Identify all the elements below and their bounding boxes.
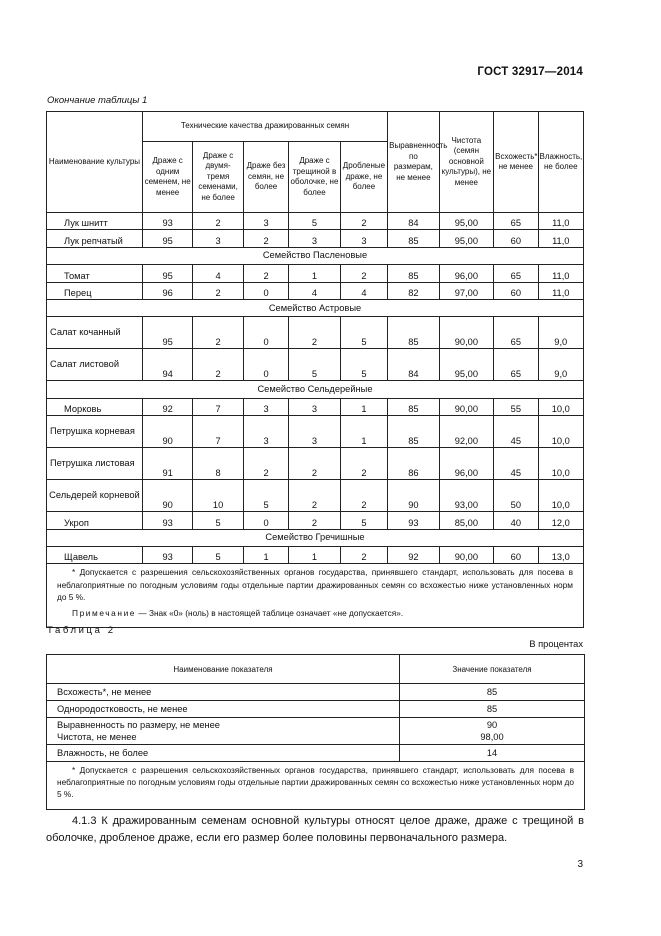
table-row	[47, 718, 585, 745]
document-standard-number: ГОСТ 32917—2014	[477, 66, 583, 78]
table-row	[47, 416, 584, 448]
table-row	[47, 230, 584, 247]
table2-footnote: * Допускается с разрешения сельскохозяйственных органов государства, принявшего стандарт, использовать для посева в неблагоприятные по погодным условиям годы отдельные партии дражированных семян со всхожестью ниже установленных норм до 5 %.	[57, 765, 574, 800]
indicator-value	[400, 718, 585, 745]
table-row	[47, 282, 584, 299]
table-cell: 2	[243, 448, 288, 480]
table-cell: 95	[142, 230, 192, 247]
col-header-group: Технические качества дражированных семян	[142, 112, 387, 142]
indicator-name-line1: Выравненность по размеру, не менее	[57, 720, 220, 730]
crop-name: Сельдерей корневой	[47, 480, 143, 512]
table-cell: 92	[388, 546, 439, 563]
table-cell: 93	[142, 512, 192, 529]
table-cell: 10,0	[538, 448, 583, 480]
table-cell: 2	[193, 282, 243, 299]
table2-caption: Таблица 2	[47, 625, 116, 636]
table2-units: В процентах	[529, 639, 583, 649]
table2	[46, 654, 585, 810]
table-cell: 0	[243, 512, 288, 529]
indicator-value: 85	[400, 684, 585, 701]
table-row	[47, 512, 584, 529]
table-cell: 94	[142, 349, 192, 381]
table-cell: 90	[142, 480, 192, 512]
paragraph-4-1-3: 4.1.3 К дражированным семенам основной культуры относят целое драже, драже с трещиной в оболочке, дробленое драже, если его размер более половины первоначального размера.	[46, 815, 584, 844]
family-label: Семейство Пасленовые	[47, 247, 584, 264]
table-cell: 1	[340, 416, 387, 448]
col-header-purity: Чистота (семян основной культуры), не менее	[439, 112, 494, 213]
crop-name: Укроп	[47, 512, 143, 529]
table-cell: 97,00	[439, 282, 494, 299]
family-row	[47, 529, 584, 546]
table-cell: 85	[388, 416, 439, 448]
table-row	[47, 480, 584, 512]
table-cell: 1	[289, 546, 340, 563]
table-cell: 65	[494, 349, 538, 381]
table-cell: 45	[494, 448, 538, 480]
table-cell: 3	[289, 416, 340, 448]
table-cell: 65	[494, 265, 538, 282]
table-cell: 95	[142, 265, 192, 282]
table-cell: 90,00	[439, 317, 494, 349]
table-cell: 96,00	[439, 265, 494, 282]
col-header-uniformity: Выравненность по размерам, не менее	[388, 112, 439, 213]
table-cell: 95	[142, 317, 192, 349]
indicator-name-line2: Чистота, не менее	[57, 732, 137, 742]
table-cell: 5	[340, 349, 387, 381]
family-label: Семейство Гречишные	[47, 529, 584, 546]
indicator-name: Однородостковость, не менее	[47, 701, 400, 718]
table-cell: 2	[289, 317, 340, 349]
table-cell: 4	[340, 282, 387, 299]
table-cell: 2	[193, 317, 243, 349]
table-cell: 10,0	[538, 416, 583, 448]
table-cell: 2	[340, 213, 387, 230]
col-header-cracked: Драже с трещиной в оболочке, не более	[289, 142, 340, 213]
table2-notes	[47, 762, 585, 810]
table1-footnote: * Допускается с разрешения сельскохозяйственных органов государства, принявшего стандарт, использовать для посева в неблагоприятные по погодным условиям годы отдельные партии дражированных семян со всхожестью ниже установленных норм до 5 %.	[57, 567, 573, 602]
table-cell: 40	[494, 512, 538, 529]
table-cell: 3	[340, 230, 387, 247]
table-cell: 85,00	[439, 512, 494, 529]
table1-notes	[47, 564, 584, 628]
crop-name: Лук шнитт	[47, 213, 143, 230]
table-cell: 9,0	[538, 317, 583, 349]
crop-name: Перец	[47, 282, 143, 299]
table-cell: 0	[243, 349, 288, 381]
table-cell: 85	[388, 230, 439, 247]
table-row	[47, 349, 584, 381]
table-cell: 2	[340, 265, 387, 282]
table-cell: 95,00	[439, 349, 494, 381]
table-cell: 90	[142, 416, 192, 448]
table-cell: 5	[193, 546, 243, 563]
table-cell: 3	[243, 213, 288, 230]
table-cell: 65	[494, 213, 538, 230]
table-cell: 5	[289, 349, 340, 381]
table-cell: 55	[494, 398, 538, 415]
table-cell: 93	[142, 546, 192, 563]
table-cell: 2	[289, 512, 340, 529]
table-cell: 2	[243, 265, 288, 282]
table-cell: 8	[193, 448, 243, 480]
table-cell: 5	[243, 480, 288, 512]
table-cell: 12,0	[538, 512, 583, 529]
table-cell: 0	[243, 317, 288, 349]
table-cell: 60	[494, 282, 538, 299]
t2-col-header-name: Наименование показателя	[47, 655, 400, 684]
table-cell: 2	[193, 213, 243, 230]
col-header-moisture: Влажность, не более	[538, 112, 583, 213]
table-cell: 3	[243, 416, 288, 448]
crop-name: Лук репчатый	[47, 230, 143, 247]
table-cell: 3	[243, 398, 288, 415]
table-cell: 93,00	[439, 480, 494, 512]
family-label: Семейство Астровые	[47, 299, 584, 316]
table-cell: 85	[388, 317, 439, 349]
col-header-one-seed: Драже с одним семенем, не менее	[142, 142, 192, 213]
crop-name: Морковь	[47, 398, 143, 415]
table-cell: 11,0	[538, 282, 583, 299]
indicator-value-line2: 98,00	[480, 732, 504, 742]
table-cell: 50	[494, 480, 538, 512]
col-header-germination: Всхожесть*, не менее	[494, 112, 538, 213]
table-cell: 7	[193, 416, 243, 448]
col-header-crushed: Дробленые драже, не более	[340, 142, 387, 213]
table-row	[47, 684, 585, 701]
table-cell: 5	[193, 512, 243, 529]
table-cell: 0	[243, 282, 288, 299]
table-cell: 2	[289, 480, 340, 512]
table-cell: 60	[494, 230, 538, 247]
table-cell: 85	[388, 265, 439, 282]
table-row	[47, 745, 585, 762]
table-cell: 84	[388, 349, 439, 381]
t2-col-header-value: Значение показателя	[400, 655, 585, 684]
table-cell: 3	[193, 230, 243, 247]
note-text: — Знак «0» (ноль) в настоящей таблице означает «не допускается».	[136, 607, 404, 618]
table-cell: 86	[388, 448, 439, 480]
table-cell: 93	[142, 213, 192, 230]
table-cell: 60	[494, 546, 538, 563]
table-cell: 96	[142, 282, 192, 299]
family-row	[47, 247, 584, 264]
table-cell: 85	[388, 398, 439, 415]
table-cell: 92	[142, 398, 192, 415]
table-cell: 95,00	[439, 213, 494, 230]
col-header-two-three-seeds: Драже с двумя-тремя семенами, не более	[193, 142, 243, 213]
table-cell: 90,00	[439, 546, 494, 563]
table-cell: 91	[142, 448, 192, 480]
table1-note	[57, 607, 573, 619]
table-cell: 2	[340, 546, 387, 563]
table-cell: 9,0	[538, 349, 583, 381]
table-cell: 65	[494, 317, 538, 349]
indicator-value: 14	[400, 745, 585, 762]
crop-name: Салат листовой	[47, 349, 143, 381]
table-cell: 2	[243, 230, 288, 247]
table-row	[47, 546, 584, 563]
table-cell: 10	[193, 480, 243, 512]
table-row	[47, 398, 584, 415]
table-cell: 2	[340, 448, 387, 480]
table-cell: 82	[388, 282, 439, 299]
table-cell: 4	[289, 282, 340, 299]
table-cell: 5	[340, 317, 387, 349]
table-cell: 11,0	[538, 213, 583, 230]
page-number: 3	[577, 859, 583, 870]
table-cell: 45	[494, 416, 538, 448]
table-cell: 2	[340, 480, 387, 512]
table-row	[47, 265, 584, 282]
table-cell: 10,0	[538, 480, 583, 512]
col-header-no-seeds: Драже без семян, не более	[243, 142, 288, 213]
table-cell: 11,0	[538, 230, 583, 247]
table-row	[47, 448, 584, 480]
table-cell: 93	[388, 512, 439, 529]
table-cell: 90,00	[439, 398, 494, 415]
table-cell: 92,00	[439, 416, 494, 448]
family-label: Семейство Сельдерейные	[47, 381, 584, 398]
family-row	[47, 381, 584, 398]
indicator-value-line1: 90	[486, 720, 498, 730]
table-cell: 2	[289, 448, 340, 480]
table-cell: 1	[289, 265, 340, 282]
table-cell: 11,0	[538, 265, 583, 282]
table-cell: 7	[193, 398, 243, 415]
indicator-name: Влажность, не более	[47, 745, 400, 762]
table-cell: 1	[340, 398, 387, 415]
table-cell: 3	[289, 230, 340, 247]
table-cell: 96,00	[439, 448, 494, 480]
crop-name: Петрушка листовая	[47, 448, 143, 480]
indicator-name: Всхожесть*, не менее	[47, 684, 400, 701]
table-cell: 3	[289, 398, 340, 415]
crop-name: Салат кочанный	[47, 317, 143, 349]
table-cell: 2	[193, 349, 243, 381]
table-cell: 13,0	[538, 546, 583, 563]
col-header-name: Наименование культуры	[47, 112, 143, 213]
note-label: Примечание	[72, 607, 137, 618]
table-cell: 95,00	[439, 230, 494, 247]
table-cell: 90	[388, 480, 439, 512]
family-row	[47, 299, 584, 316]
crop-name: Томат	[47, 265, 143, 282]
table-cell: 5	[289, 213, 340, 230]
table-cell: 84	[388, 213, 439, 230]
table-cell: 10,0	[538, 398, 583, 415]
table1	[46, 111, 584, 628]
indicator-name	[47, 718, 400, 745]
table1-caption: Окончание таблицы 1	[47, 95, 148, 106]
table-cell: 1	[243, 546, 288, 563]
crop-name: Петрушка корневая	[47, 416, 143, 448]
table-row	[47, 701, 585, 718]
table-cell: 5	[340, 512, 387, 529]
table-row	[47, 213, 584, 230]
table-row	[47, 317, 584, 349]
indicator-value: 85	[400, 701, 585, 718]
table-cell: 4	[193, 265, 243, 282]
crop-name: Щавель	[47, 546, 143, 563]
table1-body	[47, 213, 584, 564]
